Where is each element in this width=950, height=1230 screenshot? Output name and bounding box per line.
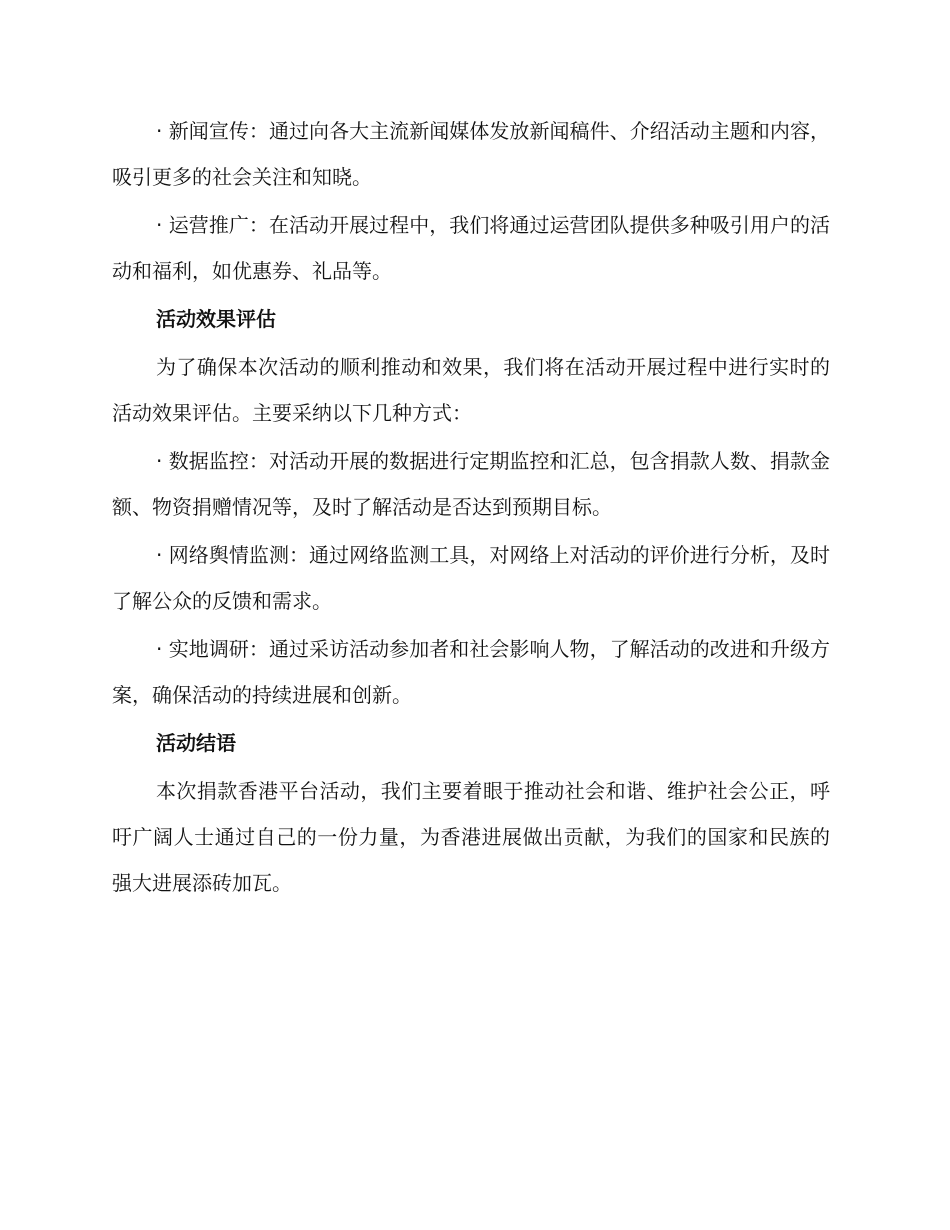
paragraph-operations-promotion: · 运营推广：在活动开展过程中，我们将通过运营团队提供多种吸引用户的活动和福利，如优惠券、礼品等。 (112, 213, 830, 283)
paragraph-online-opinion-monitoring: · 网络舆情监测：通过网络监测工具，对网络上对活动的评价进行分析，及时了解公众的反馈和需求。 (112, 543, 830, 613)
paragraph-data-monitoring: · 数据监控：对活动开展的数据进行定期监控和汇总，包含捐款人数、捐款金额、物资捐赠情况等，及时了解活动是否达到预期目标。 (112, 449, 830, 519)
paragraph-news-publicity: · 新闻宣传：通过向各大主流新闻媒体发放新闻稿件、介绍活动主题和内容，吸引更多的社会关注和知晓。 (112, 119, 830, 189)
paragraph-evaluation-intro: 为了确保本次活动的顺利推动和效果，我们将在活动开展过程中进行实时的活动效果评估。主要采纳以下几种方式： (112, 355, 830, 425)
document-body (112, 108, 830, 908)
paragraph-conclusion: 本次捐款香港平台活动，我们主要着眼于推动社会和谐、维护社会公正，呼吁广阔人士通过自己的一份力量，为香港进展做出贡献，为我们的国家和民族的强大进展添砖加瓦。 (112, 779, 830, 895)
heading-conclusion: 活动结语 (156, 731, 236, 755)
paragraph-field-research: · 实地调研：通过采访活动参加者和社会影响人物，了解活动的改进和升级方案，确保活动的持续进展和创新。 (112, 637, 830, 707)
heading-effect-evaluation: 活动效果评估 (156, 307, 276, 331)
